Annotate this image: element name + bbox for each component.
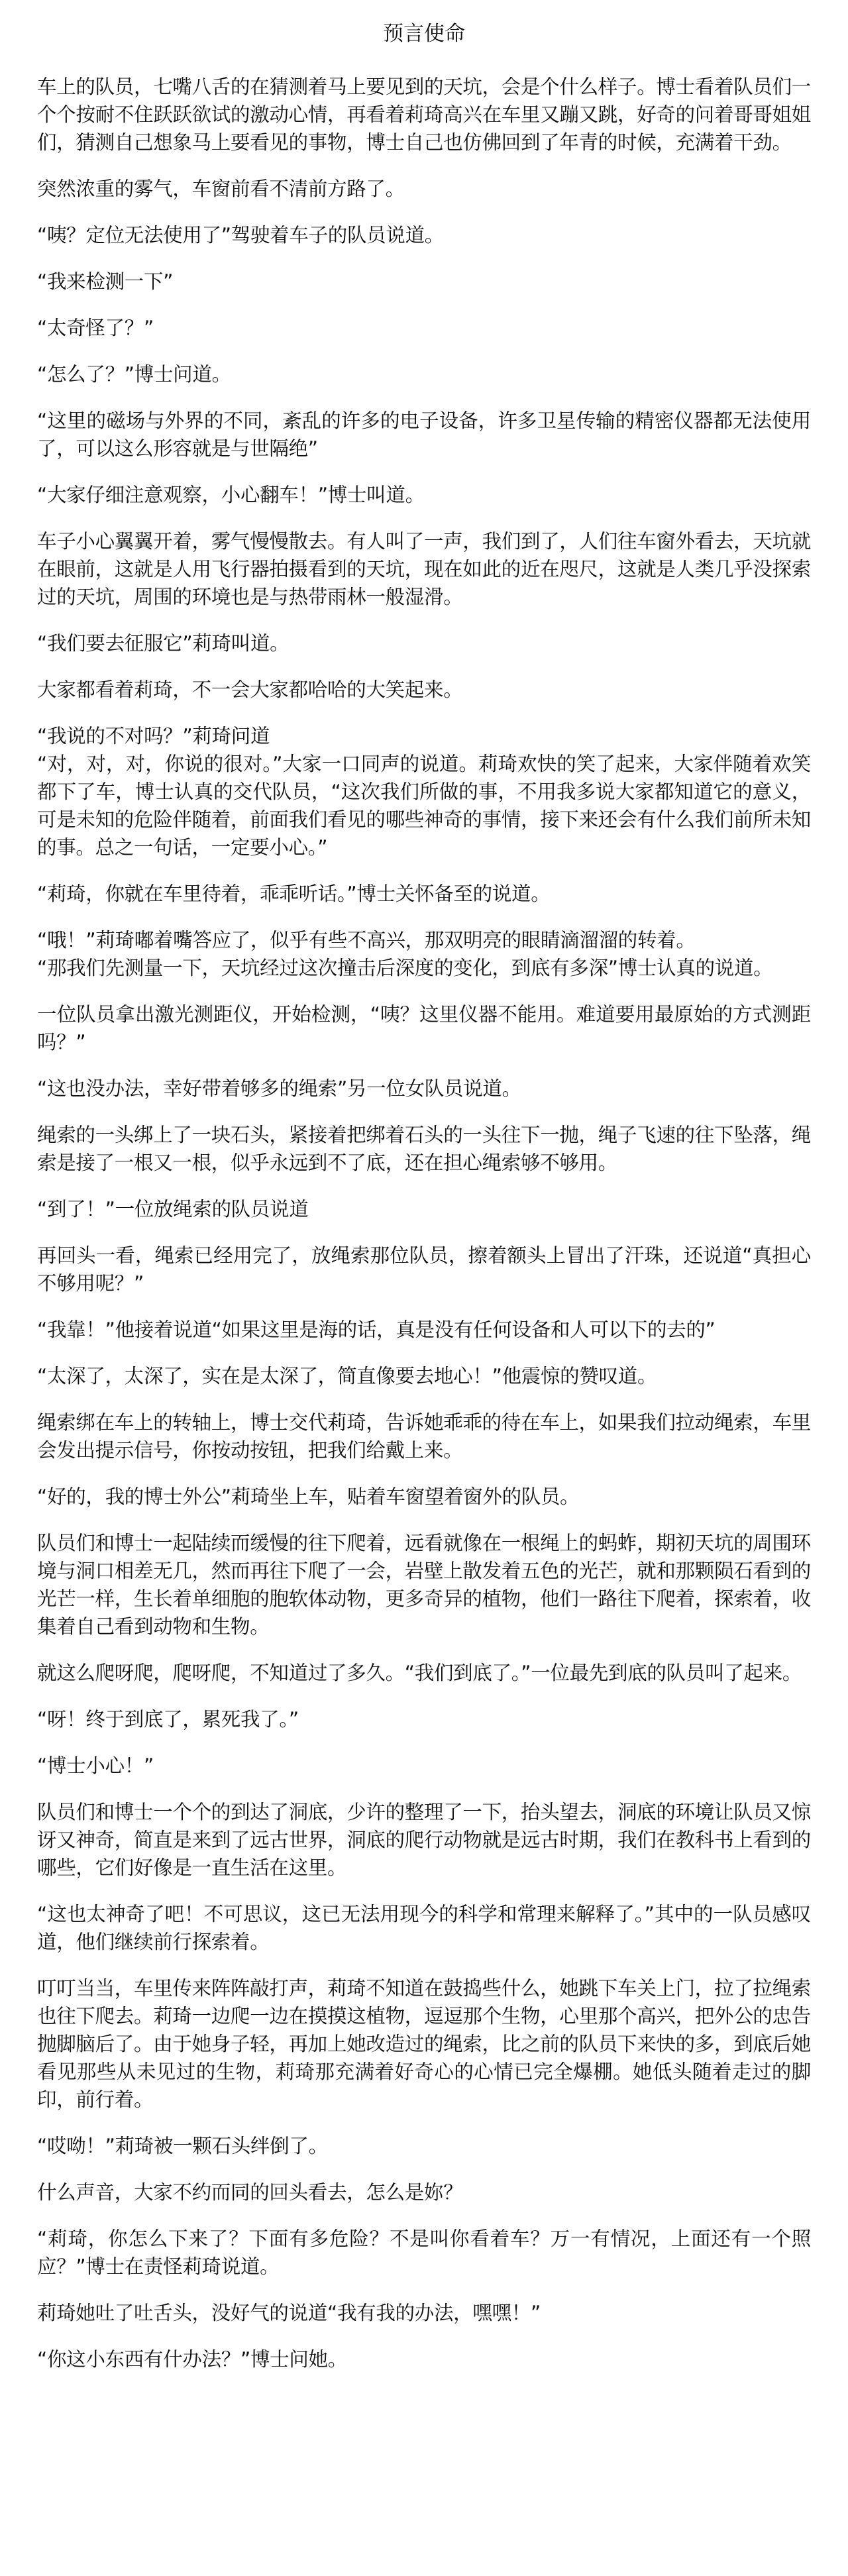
document-title: 预言使命 bbox=[383, 22, 465, 46]
paragraph: “太深了，太深了，实在是太深了，简直像要去地心！”他震惊的赞叹道。 bbox=[37, 1365, 657, 1387]
paragraph: “咦？定位无法使用了”驾驶着车子的队员说道。 bbox=[37, 224, 444, 246]
document-body bbox=[37, 73, 811, 2373]
paragraph: “我靠！”他接着说道“如果这里是海的话，真是没有任何设备和人可以下的去的” bbox=[37, 1318, 716, 1341]
paragraph: “莉琦，你怎么下来了？下面有多危险？不是叫你看着车？万一有情况，上面还有一个照应？”博士在责怪莉琦说道。 bbox=[37, 2227, 811, 2278]
paragraph: 什么声音，大家不约而同的回头看去，怎么是妳？ bbox=[37, 2181, 463, 2204]
paragraph: 大家都看着莉琦，不一会大家都哈哈的大笑起来。 bbox=[37, 678, 463, 701]
paragraph: “我们要去征服它”莉琦叫道。 bbox=[37, 632, 290, 655]
paragraph: “这里的磁场与外界的不同，紊乱的许多的电子设备，许多卫星传输的精密仪器都无法使用了，可以这么形容就是与世隔绝” bbox=[37, 409, 811, 460]
paragraph: “我说的不对吗？”莉琦问道 bbox=[37, 725, 270, 747]
paragraph: “博士小心！” bbox=[37, 1754, 154, 1777]
paragraph: “怎么了？”博士问道。 bbox=[37, 363, 231, 386]
paragraph: “那我们先测量一下，天坑经过这次撞击后深度的变化，到底有多深”博士认真的说道。 bbox=[37, 957, 773, 979]
paragraph: 叮叮当当，车里传来阵阵敲打声，莉琦不知道在鼓捣些什么，她跳下车关上门，拉了拉绳索也往下爬去。莉琦一边爬一边在摸摸这植物，逗逗那个生物，心里那个高兴，把外公的忠告抛脚脑后了。由于她身子轻，再加上她改造过的绳索，比之前的队员下来快的多，到底后她看见那些从未见过的生物，莉琦那充满着好奇心的心情已完全爆棚。她低头随着走过的脚印，前行着。 bbox=[37, 1977, 812, 2111]
paragraph: “哎呦！”莉琦被一颗石头绊倒了。 bbox=[37, 2135, 328, 2157]
paragraph: “大家仔细注意观察，小心翻车！”博士叫道。 bbox=[37, 484, 425, 506]
paragraph: 车上的队员，七嘴八舌的在猜测着马上要见到的天坑，会是个什么样子。博士看着队员们一个个按耐不住跃跃欲试的激动心情，再看着莉琦高兴在车里又蹦又跳，好奇的问着哥哥姐姐们，猜测自己想象马上要看见的事物，博士自己也仿佛回到了年青的时候，充满着干劲。 bbox=[37, 76, 812, 154]
paragraph: “对，对，对，你说的很对。”大家一口同声的说道。莉琦欢快的笑了起来，大家伴随着欢笑都下了车，博士认真的交代队员，“这次我们所做的事，不用我多说大家都知道它的意义，可是未知的危险伴随着，前面我们看见的哪些神奇的事情，接下来还会有什么我们前所未知的事。总之一句话，一定要小心。” bbox=[37, 753, 812, 859]
paragraph: “莉琦，你就在车里待着，乖乖听话。”博士关怀备至的说道。 bbox=[37, 883, 551, 905]
paragraph: “我来检测一下” bbox=[37, 270, 174, 293]
paragraph: 队员们和博士一个个的到达了洞底，少许的整理了一下，抬头望去，洞底的环境让队员又惊讶又神奇，简直是来到了远古世界，洞底的爬行动物就是远古时期，我们在教科书上看到的哪些，它们好像是一直生活在这里。 bbox=[37, 1801, 812, 1879]
paragraph: “呀！终于到底了，累死我了。” bbox=[37, 1708, 299, 1731]
paragraph: “太奇怪了？” bbox=[37, 317, 154, 339]
paragraph: 绳索绑在车上的转轴上，博士交代莉琦，告诉她乖乖的待在车上，如果我们拉动绳索，车里会发出提示信号，你按动按钮，把我们给戴上来。 bbox=[37, 1411, 812, 1462]
paragraph: 一位队员拿出激光测距仪，开始检测，“咦？这里仪器不能用。难道要用最原始的方式测距吗？” bbox=[37, 1003, 811, 1053]
paragraph: 就这么爬呀爬，爬呀爬，不知道过了多久。“我们到底了。”一位最先到底的队员叫了起来。 bbox=[37, 1662, 802, 1684]
paragraph: 车子小心翼翼开着，雾气慢慢散去。有人叫了一声，我们到了，人们往车窗外看去，天坑就在眼前，这就是人用飞行器拍摄看到的天坑，现在如此的近在咫尺，这就是人类几乎没探索过的天坑，周围的环境也是与热带雨林一般湿滑。 bbox=[37, 530, 812, 608]
paragraph: 莉琦她吐了吐舌头，没好气的说道“我有我的办法，嘿嘿！” bbox=[37, 2302, 541, 2324]
paragraph: “哦！”莉琦嘟着嘴答应了，似乎有些不高兴，那双明亮的眼睛滴溜溜的转着。 bbox=[37, 929, 696, 951]
paragraph: “这也没办法，幸好带着够多的绳索”另一位女队员说道。 bbox=[37, 1077, 521, 1100]
paragraph: “好的，我的博士外公”莉琦坐上车，贴着车窗望着窗外的队员。 bbox=[37, 1485, 580, 1508]
paragraph: 队员们和博士一起陆续而缓慢的往下爬着，远看就像在一根绳上的蚂蚱，期初天坑的周围环境与洞口相差无几，然而再往下爬了一会，岩壁上散发着五色的光芒，就和那颗陨石看到的光芒一样，生长着单细胞的胞软体动物，更多奇异的植物，他们一路往下爬着，探索着，收集着自己看到动物和生物。 bbox=[37, 1532, 812, 1638]
paragraph: 再回头一看，绳索已经用完了，放绳索那位队员，擦着额头上冒出了汗珠，还说道“真担心不够用呢？” bbox=[37, 1244, 811, 1295]
paragraph: 突然浓重的雾气，车窗前看不清前方路了。 bbox=[37, 178, 405, 200]
paragraph: “你这小东西有什办法？”博士问她。 bbox=[37, 2348, 347, 2371]
paragraph: “到了！”一位放绳索的队员说道 bbox=[37, 1198, 309, 1220]
paragraph: “这也太神奇了吧！不可思议，这已无法用现今的科学和常理来解释了。”其中的一队员感叹道，他们继续前行探索着。 bbox=[37, 1903, 811, 1953]
paragraph: 绳索的一头绑上了一块石头，紧接着把绑着石头的一头往下一抛，绳子飞速的往下坠落，绳索是接了一根又一根，似乎永远到不了底，还在担心绳索够不够用。 bbox=[37, 1124, 812, 1174]
